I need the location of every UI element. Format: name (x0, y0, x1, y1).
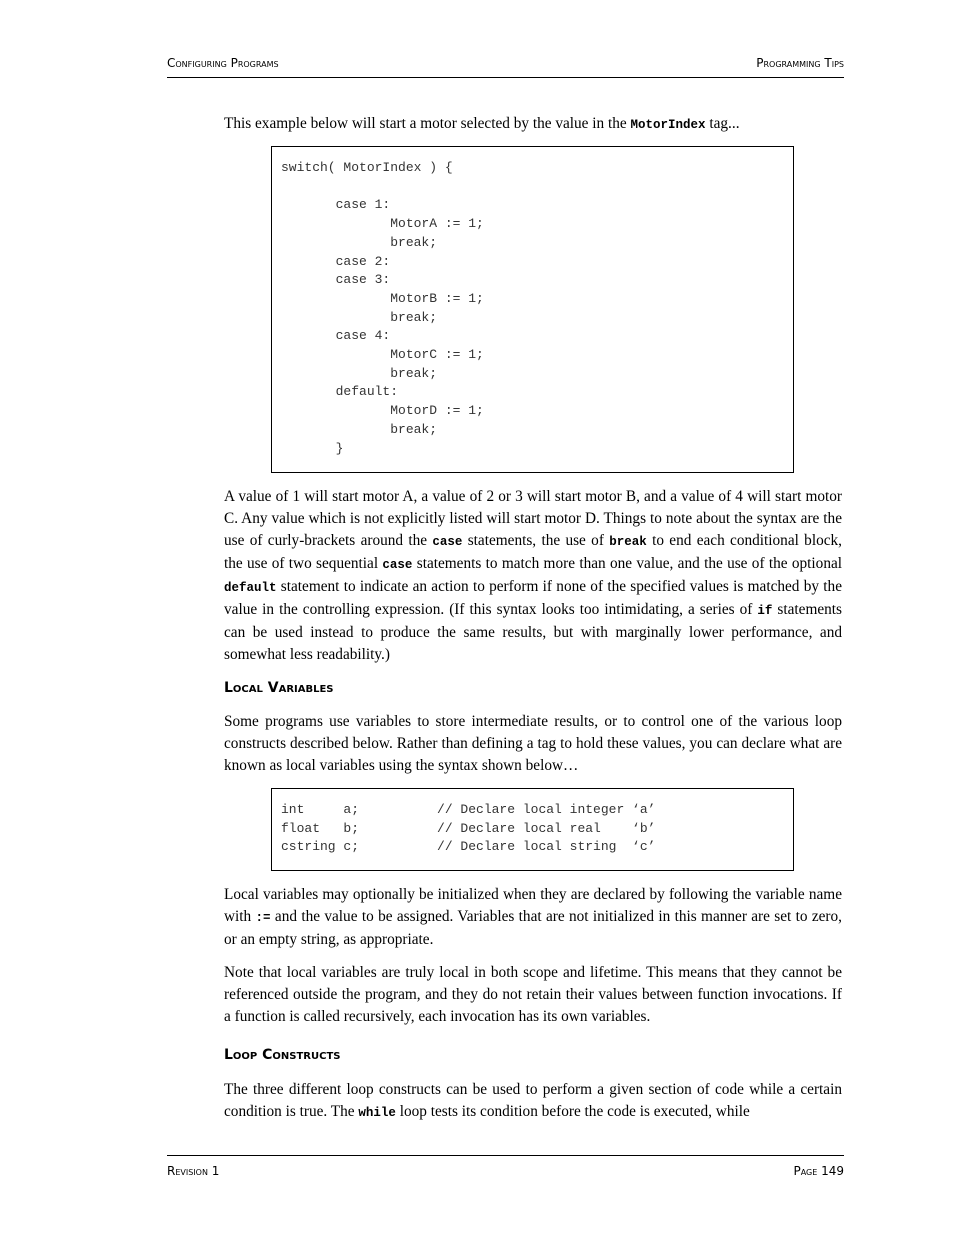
footer-page-number: Page 149 (793, 1164, 844, 1178)
switch-text-2: statements, the use of (462, 532, 610, 549)
switch-text-3: to end each conditional block, the use of two sequential (224, 532, 842, 572)
init-text-1: Local variables may optionally be initialized when they are declared by following the variable name with (224, 886, 842, 925)
header-section-title: Programming Tips (756, 56, 844, 70)
keyword-while: while (358, 1106, 396, 1120)
loop-constructs-paragraph (224, 1079, 842, 1124)
local-declarations-code-block: int a; // Declare local integer ‘a’ float b; // Declare local real ‘b’ cstring c; // Declare local string ‘c’ (271, 788, 794, 871)
intro-text: This example below will start a motor selected by the value in the (224, 115, 631, 132)
init-text-2: and the value to be assigned. Variables that are not initialized in this manner are set to zero, or an empty string, as appropriate. (224, 908, 842, 948)
keyword-default: default (224, 581, 277, 595)
footer-revision: Revision 1 (167, 1164, 220, 1178)
loop-text-2: loop tests its condition before the code is executed, while (395, 1103, 750, 1120)
switch-text-6: statements can be used instead to produce the same results, but with marginally lower performance, and somewhat less readability.) (224, 601, 842, 663)
keyword-break: break (609, 535, 647, 549)
switch-text-5: statement to indicate an action to perform if none of the specified values is matched by the value in the controlling expression. (If this syntax looks too intimidating, a series of (224, 578, 842, 618)
keyword-case: case (382, 558, 413, 572)
page-header (167, 56, 844, 78)
intro-paragraph (224, 113, 842, 136)
keyword-if: if (757, 604, 773, 618)
switch-text-1: A value of 1 will start motor A, a value of 2 or 3 will start motor B, and a value of 4 will start motor C. Any value which is not explicitly listed will start motor D. Things to note about the syntax are the use of curly-brackets around the (224, 488, 842, 549)
switch-text-4: statements to match more than one value, and the use of the optional (412, 555, 843, 572)
switch-code-block: switch( MotorIndex ) { case 1: MotorA := 1; break; case 2: case 3: MotorB := 1; break; case 4: MotorC := 1; break; default: MotorD := 1; break; } (271, 146, 794, 473)
loop-text-1: The three different loop constructs can be used to perform a given section of code while a certain condition is true. The (224, 1081, 842, 1120)
loop-constructs-heading: Loop Constructs (224, 1047, 341, 1063)
scope-paragraph: Note that local variables are truly local in both scope and lifetime. This means that they cannot be referenced outside the program, and they do not retain their values between function invocations. If a function is called recursively, each invocation has its own variables. (224, 964, 842, 1025)
switch-explanation-paragraph (224, 486, 842, 666)
local-variables-heading: Local Variables (224, 680, 334, 696)
intro-tag-name: MotorIndex (630, 118, 706, 132)
header-chapter-title: Configuring Programs (167, 56, 279, 70)
intro-text-end: tag... (705, 115, 740, 132)
keyword-case: case (432, 535, 463, 549)
page-footer (167, 1155, 844, 1178)
initialization-paragraph (224, 884, 842, 951)
local-variables-paragraph: Some programs use variables to store intermediate results, or to control one of the various loop constructs described below. Rather than defining a tag to hold these values, you can declare what are known as local variables using the syntax shown below… (224, 713, 842, 774)
assignment-operator: := (255, 911, 271, 925)
